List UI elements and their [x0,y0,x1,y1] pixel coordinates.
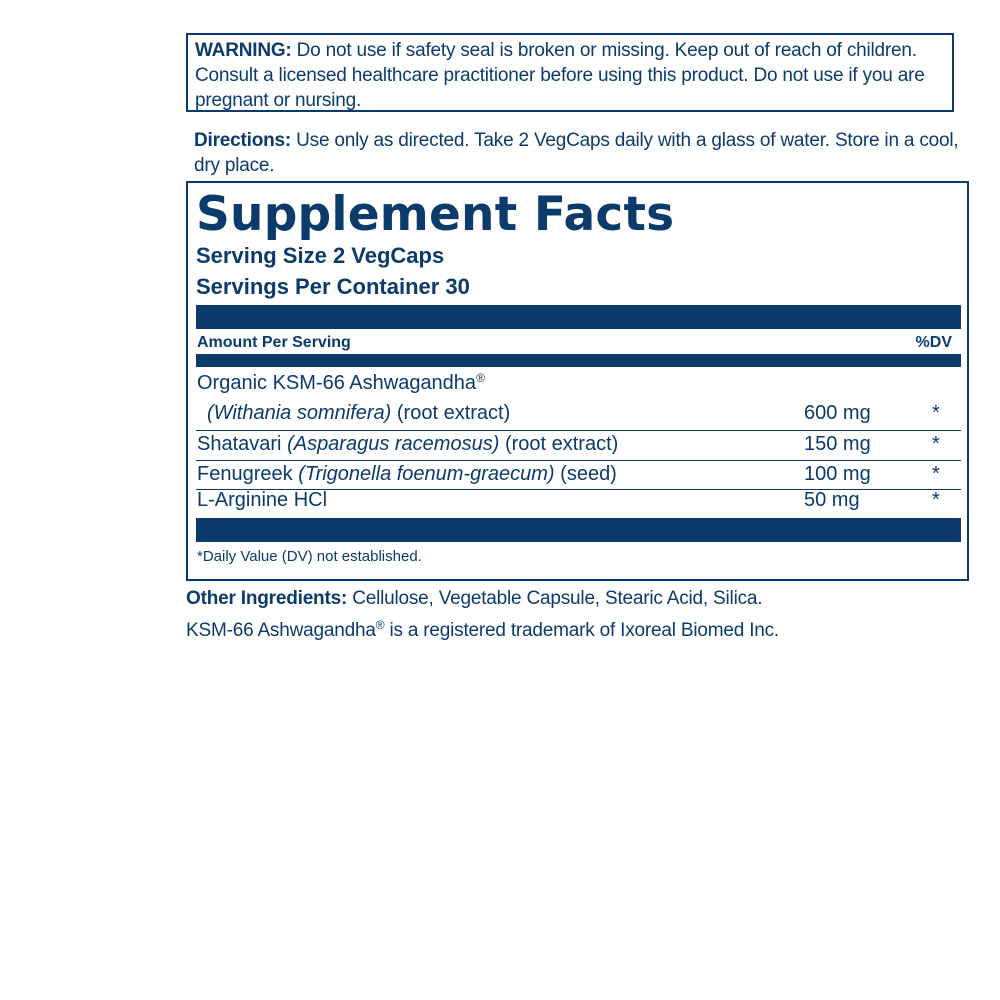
ingredient-row [197,433,962,457]
ingredient-dv: * [932,433,940,455]
registered-mark: ® [375,618,385,632]
latin-name: (Trigonella foenum-graecum) [298,463,555,485]
latin-name: (Withania somnifera) [207,402,392,424]
warning-label: WARNING: [195,40,292,61]
supplement-facts-panel [186,181,969,581]
other-ingredients-label: Other Ingredients: [186,588,348,609]
ingredient-name: Organic KSM-66 Ashwagandha® [197,371,485,394]
latin-name: (Asparagus racemosus) [287,433,500,455]
ingredient-amount: 100 mg [804,463,871,485]
ingredient-row [197,463,962,487]
divider-bar-thick [196,305,961,329]
trademark-notice [186,618,779,643]
amount-per-serving-header: Amount Per Serving [197,334,351,351]
warning-text: Do not use if safety seal is broken or missing. Keep out of reach of children. Consult a licensed healthcare practitioner before using this product. Do not use if you are pregnant or nursing. [195,40,925,111]
ingredient-amount: 600 mg [804,402,871,424]
directions [194,128,964,178]
ingredient-row [197,372,962,396]
warning-box [186,33,954,112]
plant-part: (root extract) [396,402,511,424]
plant-part: (root extract) [504,433,619,455]
directions-text: Use only as directed. Take 2 VegCaps daily with a glass of water. Store in a cool, dry place. [194,130,959,176]
directions-label: Directions: [194,130,292,151]
servings-per-container: Servings Per Container 30 [196,274,470,299]
ingredient-name: Shatavari (Asparagus racemosus) (root extract) [197,433,619,455]
plant-part: (seed) [560,463,617,485]
divider-bar-medium [196,354,961,367]
divider-bar-thick [196,518,961,542]
trademark-suffix: is a registered trademark of Ixoreal Biomed Inc. [384,620,780,641]
ingredient-amount: 50 mg [804,489,860,511]
ingredient-name: L-Arginine HCl [197,489,328,511]
ingredient-row-continued [197,402,962,426]
other-ingredients [186,586,762,611]
trademark-prefix: KSM-66 Ashwagandha [186,620,376,641]
dv-footnote: *Daily Value (DV) not established. [197,548,422,565]
dv-header: %DV [915,334,952,351]
ingredient-dv: * [932,463,940,485]
row-divider [196,430,961,431]
serving-size: Serving Size 2 VegCaps [196,243,445,268]
ingredient-amount: 150 mg [804,433,871,455]
other-ingredients-text: Cellulose, Vegetable Capsule, Stearic Acid, Silica. [352,588,763,609]
ingredient-dv: * [932,402,940,424]
registered-mark: ® [476,371,485,385]
ingredient-row [197,489,962,513]
row-divider [196,460,961,461]
ingredient-name: Fenugreek (Trigonella foenum-graecum) (seed) [197,463,617,485]
ingredient-detail [207,402,510,425]
facts-title: Supplement Facts [196,187,675,242]
ingredient-dv: * [932,489,940,511]
